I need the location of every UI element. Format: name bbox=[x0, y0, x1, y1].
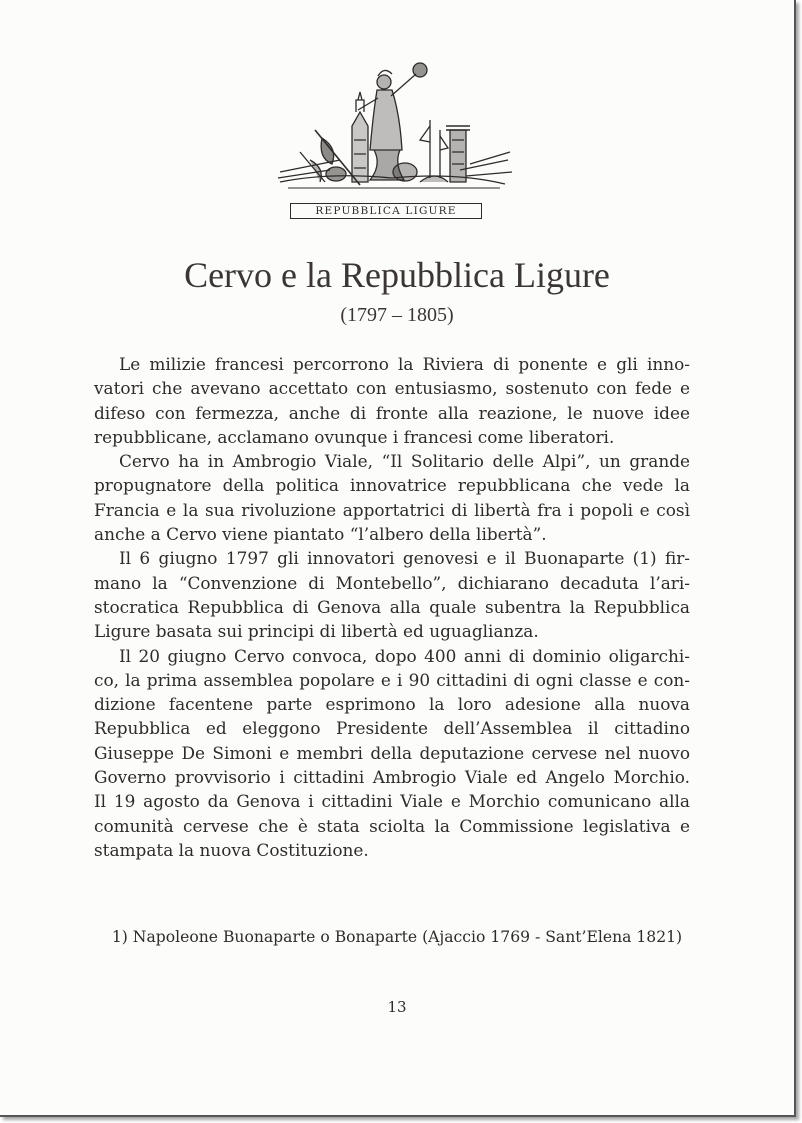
text-line: Cervo ha in Ambrogio Viale, “Il Solitario delle Alpi”, un grande bbox=[119, 451, 690, 472]
text-line: Il 6 giugno 1797 gli innovatori genovesi e il Buonaparte (1) fir- bbox=[119, 548, 690, 569]
text-line: stampata la nuova Costituzione. bbox=[94, 839, 369, 860]
text-line: stocratica Repubblica di Genova alla quale subentra la Repubblica bbox=[94, 596, 690, 617]
repubblica-ligure-allegory-engraving-icon bbox=[270, 60, 515, 202]
text-line: comunità cervese che è stata sciolta la Commissione legislativa e bbox=[94, 815, 690, 836]
text-line: difeso con fermezza, anche di fronte alla reazione, le nuove idee bbox=[94, 402, 690, 423]
text-line: Il 19 agosto da Genova i cittadini Viale e Morchio comunicano alla bbox=[94, 791, 690, 812]
text-line: vatori che avevano accettato con entusiasmo, sostenuto con fede e bbox=[94, 378, 690, 399]
footnote: 1) Napoleone Buonaparte o Bonaparte (Ajaccio 1769 - Sant’Elena 1821) bbox=[111, 928, 683, 946]
text-line: Giuseppe De Simoni e membri della deputazione cervese nel nuovo bbox=[94, 742, 690, 763]
text-line: Francia e la sua rivoluzione apportatrici di libertà fra i popoli e così bbox=[94, 499, 690, 520]
text-line: Le milizie francesi percorrono la Riviera di ponente e gli inno- bbox=[119, 354, 690, 374]
text-line: Il 20 giugno Cervo convoca, dopo 400 anni di dominio oligarchi- bbox=[119, 645, 690, 666]
text-line: propugnatore della politica innovatrice repubblicana che vede la bbox=[94, 475, 690, 496]
text-line: Ligure basata sui principi di libertà ed uguaglianza. bbox=[94, 621, 539, 642]
text-line: mano la “Convenzione di Montebello”, dichiarano decaduta l’ari- bbox=[94, 572, 690, 593]
emblem-label: REPUBBLICA LIGURE bbox=[290, 203, 482, 219]
text-line: Repubblica ed eleggono Presidente dell’Assemblea il cittadino bbox=[94, 718, 690, 739]
text-line: Governo provvisorio i cittadini Ambrogio Viale ed Angelo Morchio. bbox=[94, 767, 690, 788]
date-range: (1797 – 1805) bbox=[340, 304, 454, 326]
text-line: anche a Cervo viene piantato “l’albero della libertà”. bbox=[94, 524, 547, 545]
emblem bbox=[270, 60, 515, 222]
page-title: Cervo e la Repubblica Ligure bbox=[184, 255, 610, 295]
page-number: 13 bbox=[387, 998, 407, 1016]
text-line: co, la prima assemblea popolare e i 90 cittadini di ogni classe e con- bbox=[94, 669, 690, 690]
text-line: repubblicane, acclamano ovunque i francesi come liberatori. bbox=[94, 426, 615, 447]
text-line: dizione facentene parte esprimono la loro adesione alla nuova bbox=[94, 694, 690, 715]
body-text bbox=[94, 352, 690, 862]
